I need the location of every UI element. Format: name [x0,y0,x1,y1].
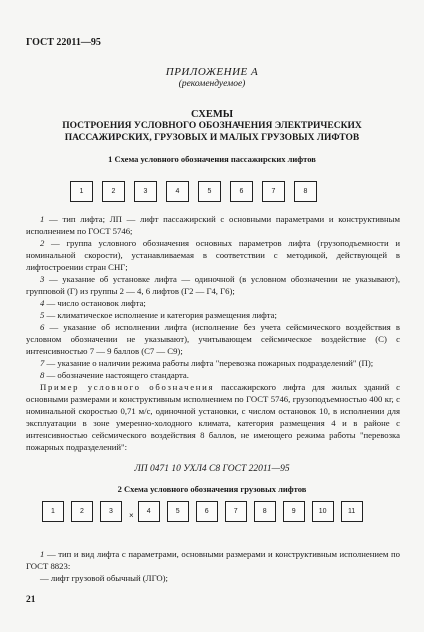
heading-line-1: СХЕМЫ [190,109,234,120]
freight-scheme-boxes [42,501,370,521]
scheme-box: 9 [283,501,305,522]
page-number: 21 [26,595,36,605]
legend-item: 7 — указание о наличии режима работы лифта "перевозка пожарных подразделений" (П); [40,358,374,368]
scheme-box: 5 [167,501,189,522]
section-2-title: 2 Схема условного обозначения грузовых лифтов [117,484,307,494]
example-paragraph: Пример условного обозначения пассажирского лифта для жилых зданий с основными размерами и конструктивным исполнением по ГОСТ 5746, грузоподъемностью 400 кг, с номинальной скоростью 0,71 м/с, одиночной установки, с числом остановок 10, в исполнении для эксплуатации в зоне умеренно-холодного климата, категория размещения 4 и в районе с интенсивностью сейсмического воздействия 8 баллов, не имеющего режима работы "перевозка пожарных подразделений": [26,382,400,452]
legend-item: 1 — тип лифта; ЛП — лифт пассажирский с основными параметрами и конструктивным исполнением по ГОСТ 5746; [26,214,400,236]
scheme-box: 6 [230,181,253,202]
example-lead: Пример условного обозначения [40,382,215,392]
section-1-body [26,213,400,453]
scheme-box: 2 [102,181,125,202]
heading-line-3: ПАССАЖИРСКИХ, ГРУЗОВЫХ И МАЛЫХ ГРУЗОВЫХ ЛИФТОВ [64,133,360,143]
appendix-subtitle: (рекомендуемое) [178,79,246,89]
scheme-box: 8 [294,181,317,202]
heading-line-2: ПОСТРОЕНИЯ УСЛОВНОГО ОБОЗНАЧЕНИЯ ЭЛЕКТРИЧЕСКИХ [62,121,362,131]
legend-item: 6 — указание об исполнении лифта (исполнение без учета сейсмического воздействия в условном обозначении не указывают), учитывающем сейсмическое воздействие (С) с интенсивностью 7 — 9 баллов (С7 — С9); [26,322,400,356]
scheme-box: 3 [100,501,122,522]
scheme-box: 1 [70,181,93,202]
scheme-box: 1 [42,501,64,522]
legend-item: 4 — число остановок лифта; [40,298,146,308]
section-2-body [26,548,400,584]
legend-item: 5 — климатическое исполнение и категория размещения лифта; [40,310,277,320]
appendix-title: ПРИЛОЖЕНИЕ А [165,66,259,78]
scheme-box: 10 [312,501,334,522]
scheme-box: 7 [262,181,285,202]
legend-subitem: — лифт грузовой обычный (ЛГО); [40,573,168,583]
multiply-separator: × [129,510,134,520]
legend-item: 3 — указание об установке лифта — одиночной (в условном обозначении не указывают), групповой (Г) из группы 2 — 4, 6 лифтов (Г2 — Г4, Г6); [26,274,400,296]
section-1-title: 1 Схема условного обозначения пассажирских лифтов [108,154,316,164]
scheme-box: 8 [254,501,276,522]
passenger-scheme-boxes [70,181,326,201]
scheme-box: 4 [166,181,189,202]
scheme-box: 11 [341,501,363,522]
legend-item: 8 — обозначение настоящего стандарта. [40,370,189,380]
scheme-box: 2 [71,501,93,522]
legend-item: 1 — тип и вид лифта с параметрами, основными размерами и конструктивным исполнением по ГОСТ 8823: [26,549,400,571]
standard-code: ГОСТ 22011—95 [26,37,101,48]
scheme-box: 7 [225,501,247,522]
example-designation: ЛП 0471 10 УХЛ4 С8 ГОСТ 22011—95 [134,464,290,474]
scheme-box: 6 [196,501,218,522]
scheme-box: 5 [198,181,221,202]
scheme-box: 3 [134,181,157,202]
scheme-box: 4 [138,501,160,522]
legend-item: 2 — группа условного обозначения основных параметров лифта (грузоподъемности и номинальной скорости), устанавливаемая в соответствии с методикой, действующей в лифтостроении стран СНГ; [26,238,400,272]
